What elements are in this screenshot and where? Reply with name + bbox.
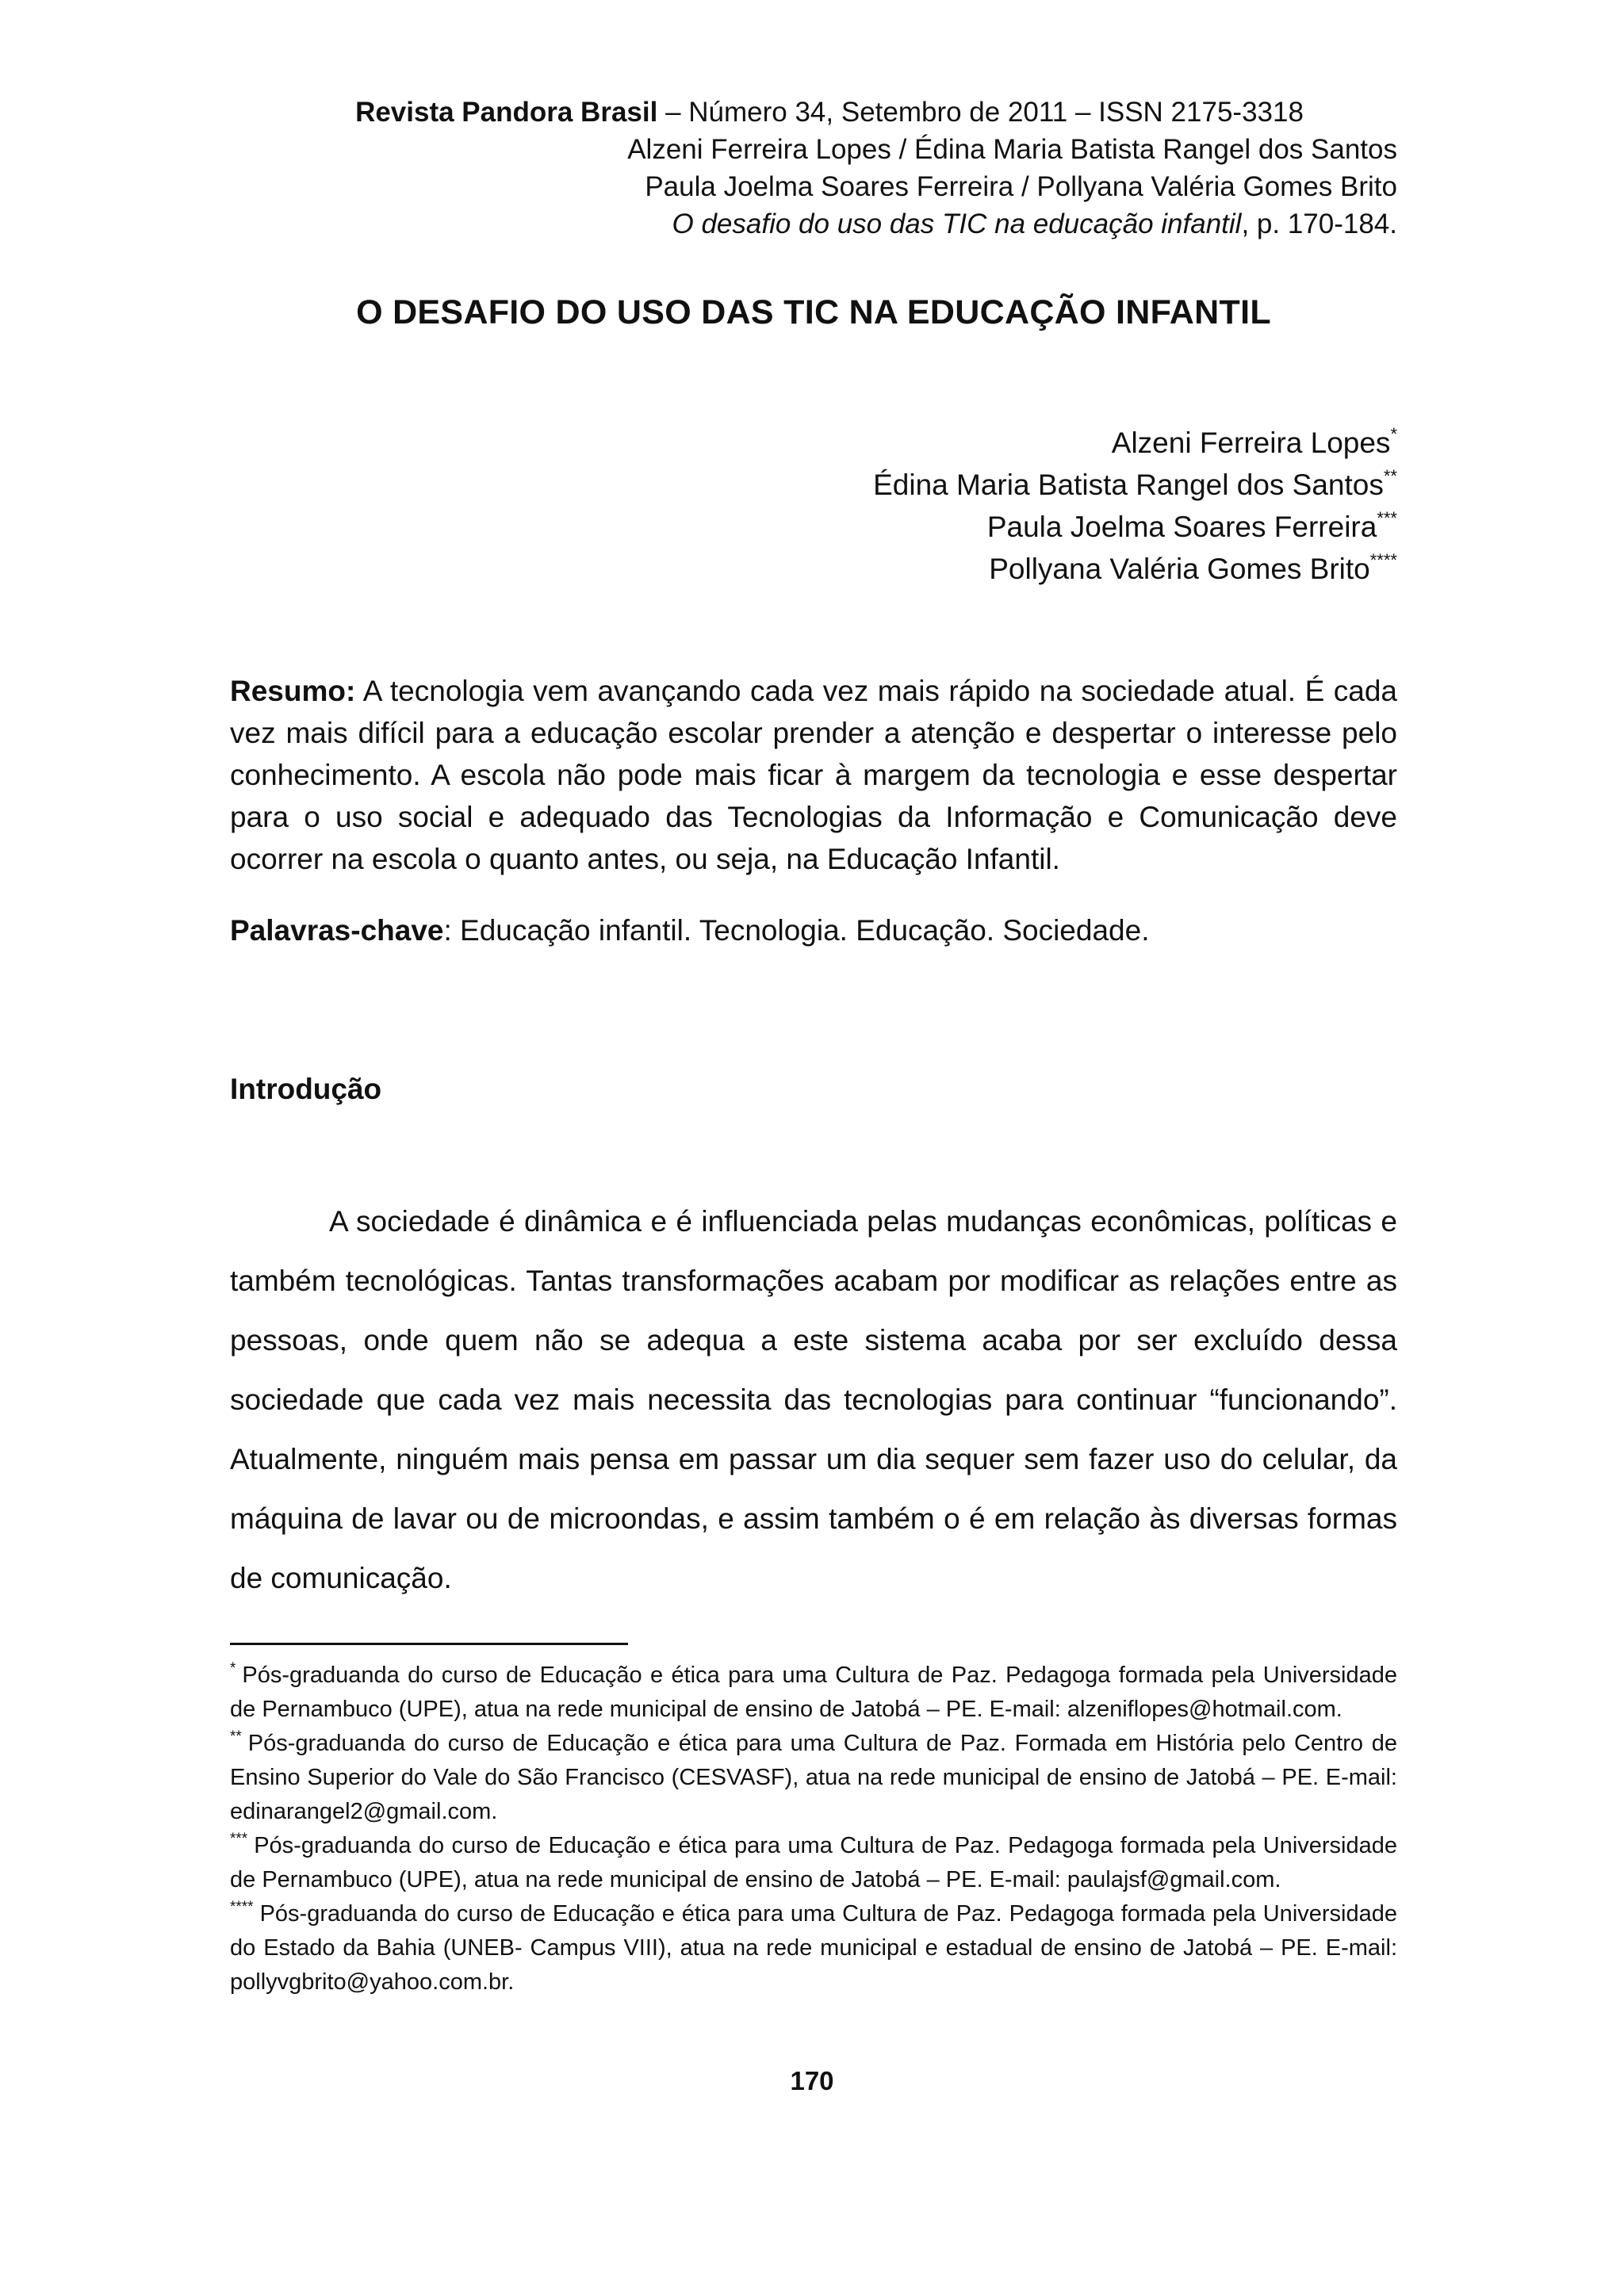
author: Édina Maria Batista Rangel dos Santos**	[873, 466, 1397, 501]
journal-issue: – Número 34, Setembro de 2011 – ISSN 2175-3318	[657, 97, 1304, 128]
footnote-divider	[230, 1643, 628, 1645]
keywords-label: Palavras-chave	[230, 914, 444, 947]
abstract-text: A tecnologia vem avançando cada vez mais rápido na sociedade atual. É cada vez mais difícil para a educação escolar prender a atenção e despertar o interesse pelo conhecimento. A escola não pode mais ficar à margem da tecnologia e esse despertar para o uso social e adequado das Tecnologias da Informação e Comunicação deve ocorrer na escola o quanto antes, ou seja, na Educação Infantil.	[230, 675, 1397, 875]
footnote: *** Pós-graduanda do curso de Educação e ética para uma Cultura de Paz. Pedagoga formada pela Universidade de Pernambuco (UPE), atua na rede municipal de ensino de Jatobá – PE. E-mail: paulajsf@gmail.com.	[230, 1831, 1397, 1892]
footnote-mark: **	[230, 1728, 242, 1745]
footnote-mark: *	[230, 1660, 236, 1677]
page-number: 170	[790, 2066, 834, 2095]
article-title: O DESAFIO DO USO DAS TIC NA EDUCAÇÃO INFANTIL	[356, 293, 1271, 331]
footnote-mark: **	[1383, 466, 1397, 486]
keywords-text: : Educação infantil. Tecnologia. Educação. Sociedade.	[443, 914, 1150, 947]
abstract	[230, 670, 1397, 880]
header-authors-line-1: Alzeni Ferreira Lopes / Édina Maria Batista Rangel dos Santos	[627, 134, 1397, 165]
abstract-label: Resumo:	[230, 675, 356, 707]
section-heading: Introdução	[230, 1073, 382, 1105]
footnotes	[230, 1659, 1397, 1999]
footnote: **** Pós-graduanda do curso de Educação e ética para uma Cultura de Paz. Pedagoga formada pela Universidade do Estado da Bahia (UNEB- Campus VIII), atua na rede municipal e estadual de ensino de Jatobá – PE. E-mail: pollyvgbrito@yahoo.com.br.	[230, 1899, 1397, 1995]
header-article-title: O desafio do uso das TIC na educação infantil	[672, 209, 1242, 239]
footnote: ** Pós-graduanda do curso de Educação e ética para uma Cultura de Paz. Formada em História pelo Centro de Ensino Superior do Vale do São Francisco (CESVASF), atua na rede municipal de ensino de Jatobá – PE. E-mail: edinarangel2@gmail.com.	[230, 1728, 1397, 1824]
author: Paula Joelma Soares Ferreira***	[986, 508, 1397, 543]
footnote-mark: ****	[1369, 550, 1397, 570]
header-article-line	[230, 205, 1397, 243]
author: Pollyana Valéria Gomes Brito****	[989, 550, 1397, 585]
author-list	[230, 422, 1397, 590]
footnote-mark: ***	[230, 1831, 248, 1847]
footnote-mark: ***	[1377, 508, 1397, 528]
header-journal-line	[230, 94, 1397, 131]
running-header	[230, 94, 1397, 243]
footnote: * Pós-graduanda do curso de Educação e ética para uma Cultura de Paz. Pedagoga formada pela Universidade de Pernambuco (UPE), atua na rede municipal de ensino de Jatobá – PE. E-mail: alzeniflopes@hotmail.com.	[230, 1660, 1397, 1722]
header-pages: , p. 170-184.	[1241, 209, 1397, 239]
header-authors-line-2: Paula Joelma Soares Ferreira / Pollyana Valéria Gomes Brito	[645, 171, 1397, 202]
author: Alzeni Ferreira Lopes*	[1111, 424, 1397, 459]
footnote-mark: *	[1390, 424, 1397, 444]
keywords	[230, 909, 1397, 951]
journal-name: Revista Pandora Brasil	[355, 97, 658, 128]
footnote-mark: ****	[230, 1899, 254, 1915]
body-paragraph: A sociedade é dinâmica e é influenciada pelas mudanças econômicas, políticas e também tecnológicas. Tantas transformações acabam por modificar as relações entre as pessoas, onde quem não se adequa a este sistema acaba por ser excluído dessa sociedade que cada vez mais necessita das tecnologias para continuar “funcionando”. Atualmente, ninguém mais pensa em passar um dia sequer sem fazer uso do celular, da máquina de lavar ou de microondas, e assim também o é em relação às diversas formas de comunicação.	[230, 1205, 1397, 1594]
